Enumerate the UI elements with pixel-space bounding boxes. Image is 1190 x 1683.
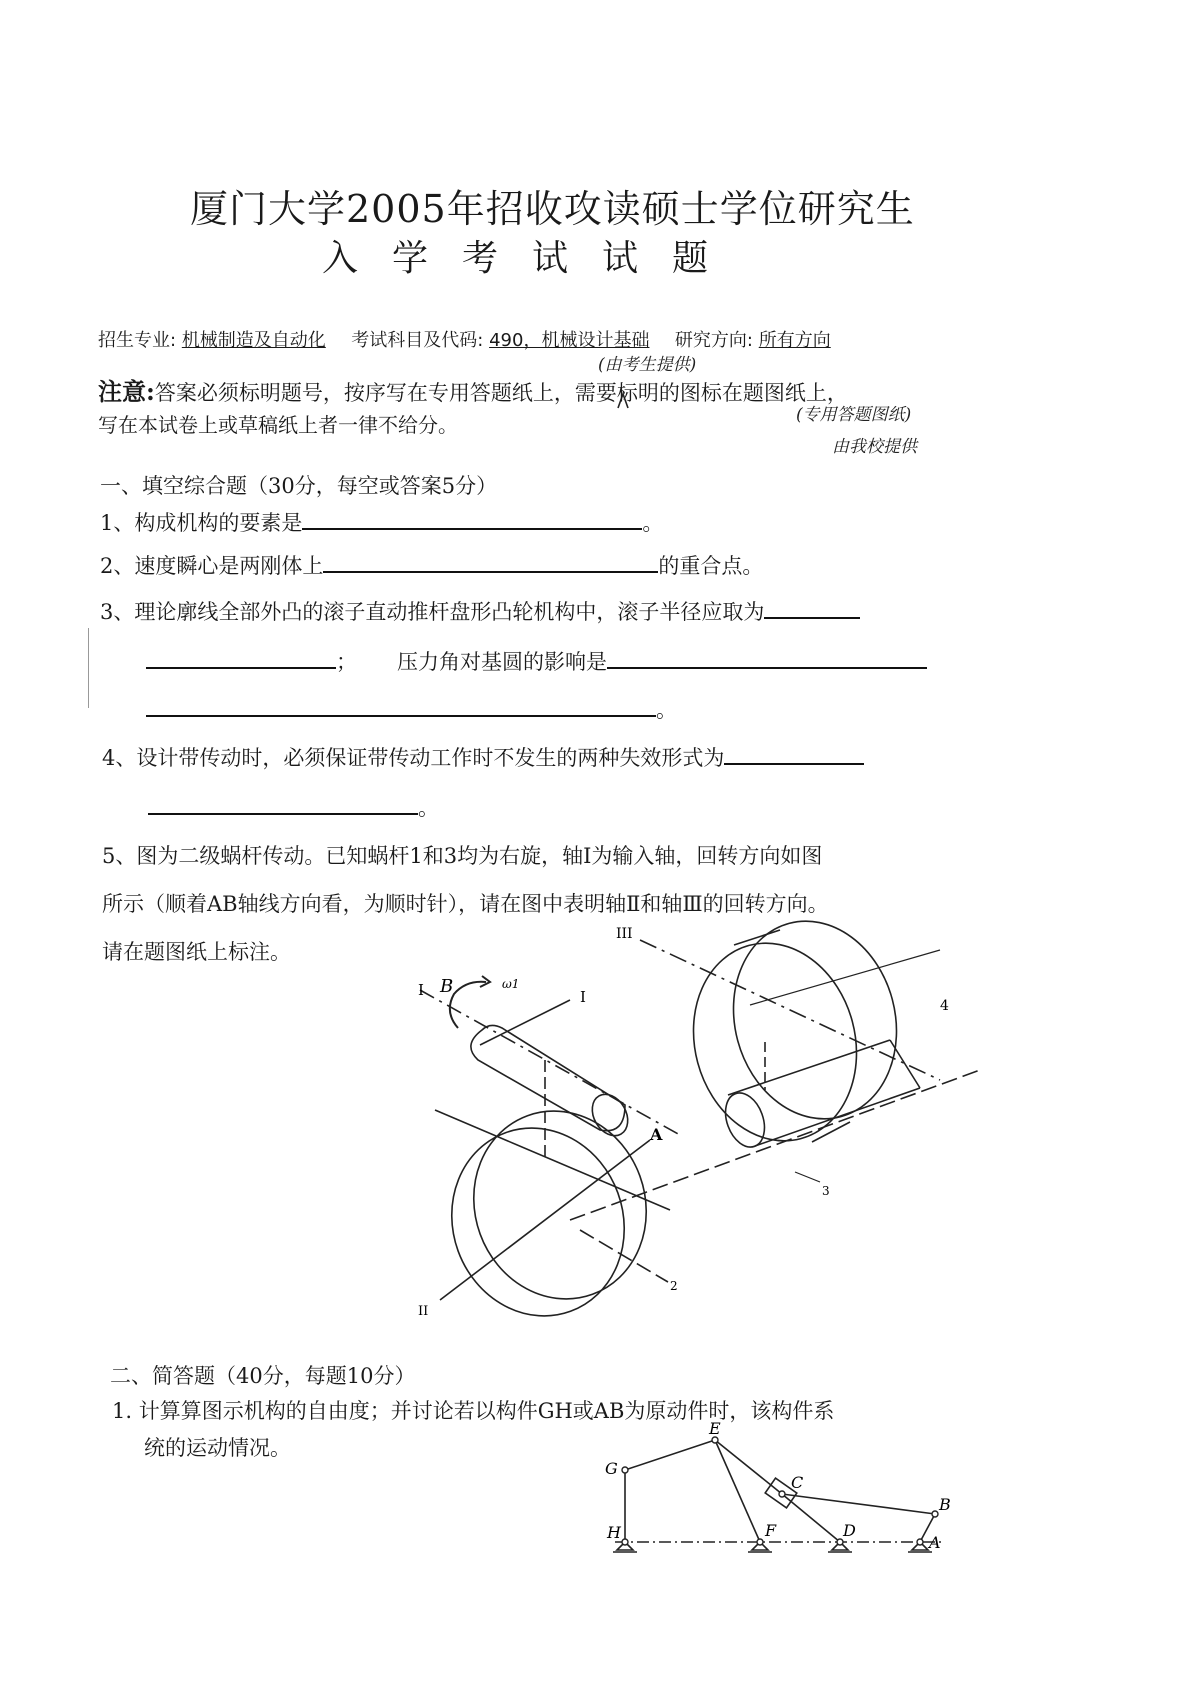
question-2: 2、速度瞬心是两刚体上 的重合点。 bbox=[100, 554, 764, 578]
major-label: 招生专业: bbox=[98, 330, 177, 351]
handnote-answer-drawing-paper: (专用答题图纸) bbox=[796, 405, 912, 425]
label-shaft-I-right: I bbox=[580, 988, 586, 1006]
section2-question-1-line1: 1. 计算算图示机构的自由度；并讨论若以构件GH或AB为原动件时，该构件系 bbox=[112, 1399, 835, 1423]
worm-1 bbox=[471, 1025, 625, 1130]
label-joint-A: A bbox=[929, 1533, 941, 1552]
worm-drive-figure bbox=[420, 910, 980, 1340]
label-shaft-I-left: I bbox=[418, 981, 424, 999]
notice-label: 注意: bbox=[98, 377, 155, 406]
question-3: 3、理论廓线全部外凸的滚子直动推杆盘形凸轮机构中，滚子半径应取为 bbox=[100, 596, 860, 626]
exam-meta-line bbox=[98, 326, 831, 352]
section2-question-1-line2: 统的运动情况。 bbox=[144, 1436, 291, 1460]
notice-line2: 写在本试卷上或草稿纸上者一律不给分。 bbox=[98, 413, 458, 437]
label-joint-H: H bbox=[607, 1523, 621, 1542]
answer-blank[interactable] bbox=[146, 714, 656, 717]
question-5-line3: 请在题图纸上标注。 bbox=[102, 940, 291, 964]
label-omega1: ω1 bbox=[502, 977, 520, 991]
answer-blank[interactable] bbox=[724, 762, 864, 765]
exam-title-line2: 入学考试试题 bbox=[322, 238, 743, 279]
label-point-A: A bbox=[650, 1125, 663, 1144]
question-3-end: 。 bbox=[146, 694, 677, 724]
exam-title-line1: 厦门大学2005年招收攻读硕士学位研究生 bbox=[190, 187, 915, 231]
label-gear-4: 4 bbox=[940, 998, 949, 1014]
question-1: 1、构成机构的要素是 。 bbox=[100, 511, 664, 535]
link-EC bbox=[715, 1440, 782, 1494]
label-worm-3: 3 bbox=[822, 1184, 830, 1198]
answer-blank[interactable] bbox=[607, 666, 927, 669]
question-5-line1: 5、图为二级蜗杆传动。已知蜗杆1和3均为右旋，轴I为输入轴，回转方向如图 bbox=[102, 844, 823, 868]
answer-blank[interactable] bbox=[323, 570, 658, 573]
link-CB bbox=[782, 1494, 935, 1514]
subject-value: 490，机械设计基础 bbox=[489, 330, 650, 351]
label-joint-E: E bbox=[709, 1419, 721, 1438]
label-joint-G: G bbox=[605, 1459, 618, 1478]
label-point-B: B bbox=[440, 976, 454, 997]
notice-line1: 注意:答案必须标明题号，按序写在专用答题纸上，需要标明的图标在题图纸上， bbox=[98, 377, 848, 406]
label-joint-C: C bbox=[791, 1473, 804, 1492]
direction-label: 研究方向: bbox=[674, 330, 753, 351]
question-3-continued: ； 压力角对基圆的影响是 bbox=[146, 646, 927, 676]
handnote-provided-by-school: 由我校提供 bbox=[832, 437, 917, 457]
section1-heading: 一、填空综合题（30分，每空或答案5分） bbox=[100, 474, 498, 498]
rotation-arrow-icon bbox=[450, 982, 486, 1028]
label-shaft-III: III bbox=[616, 926, 633, 942]
direction-value: 所有方向 bbox=[758, 330, 831, 351]
linkage-mechanism-figure bbox=[595, 1418, 965, 1568]
subject-label: 考试科目及代码: bbox=[351, 330, 484, 351]
question-4: 4、设计带传动时，必须保证带传动工作时不发生的两种失效形式为 bbox=[102, 742, 864, 772]
label-joint-D: D bbox=[843, 1521, 856, 1540]
question-4-end: 。 bbox=[148, 792, 439, 822]
worm-gear-4-back bbox=[712, 903, 918, 1138]
label-joint-B: B bbox=[939, 1495, 951, 1514]
answer-blank[interactable] bbox=[302, 527, 642, 530]
major-value: 机械制造及自动化 bbox=[181, 330, 326, 351]
link-EF bbox=[715, 1440, 760, 1542]
answer-blank[interactable] bbox=[764, 616, 860, 619]
link-GE bbox=[625, 1440, 715, 1470]
label-joint-F: F bbox=[765, 1521, 777, 1540]
section2-heading: 二、简答题（40分，每题10分） bbox=[110, 1364, 416, 1388]
answer-blank[interactable] bbox=[148, 812, 418, 815]
label-shaft-II: II bbox=[418, 1304, 429, 1319]
handnote-provided-by-candidate: (由考生提供) bbox=[598, 355, 697, 375]
scan-margin-line bbox=[88, 628, 89, 708]
answer-blank[interactable] bbox=[146, 666, 336, 669]
question-5-line2: 所示（顺着AB轴线方向看，为顺时针），请在图中表明轴Ⅱ和轴Ⅲ的回转方向。 bbox=[102, 892, 829, 916]
label-gear-2: 2 bbox=[670, 1279, 678, 1293]
